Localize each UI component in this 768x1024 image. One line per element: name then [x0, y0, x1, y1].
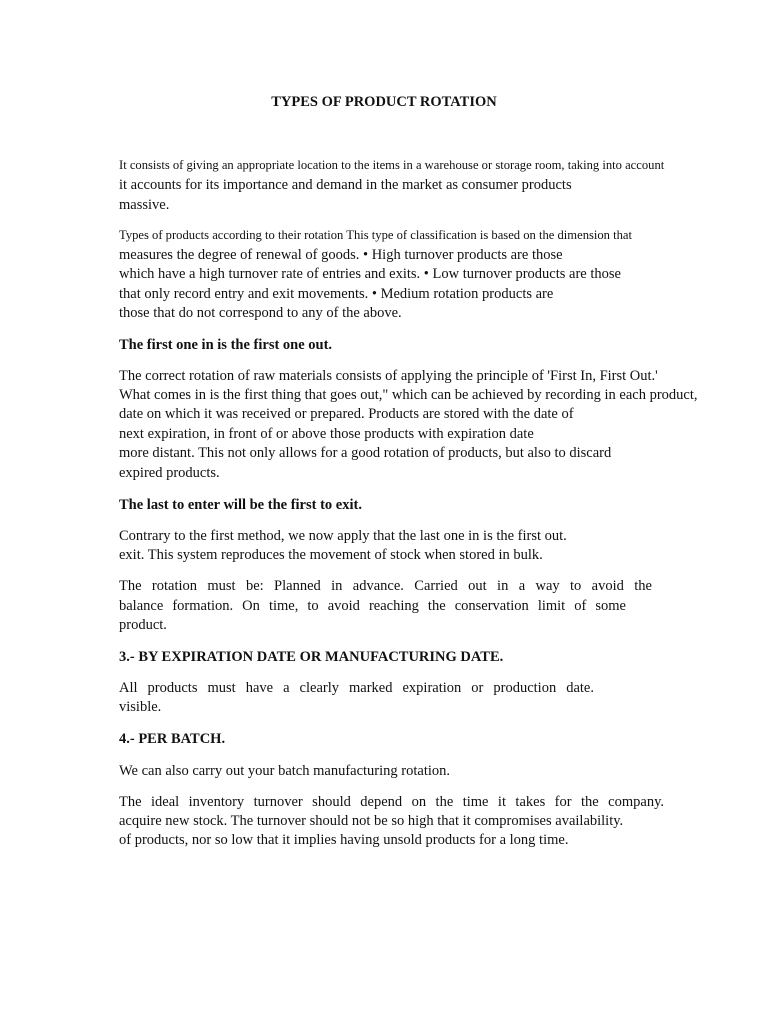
paragraph-3-line-2: What comes in is the first thing that goes out," which can be achieved by recording in each product,: [119, 387, 698, 403]
section-heading-expiration: 3.- BY EXPIRATION DATE OR MANUFACTURING DATE.: [119, 649, 504, 665]
paragraph-4-line-1: Contrary to the first method, we now apply that the last one in is the first out.: [119, 528, 567, 544]
paragraph-1-line-2: it accounts for its importance and demand in the market as consumer products: [119, 177, 572, 193]
paragraph-3-line-4: next expiration, in front of or above those products with expiration date: [119, 426, 534, 442]
paragraph-1-line-3: massive.: [119, 197, 170, 213]
paragraph-6-line-1: All products must have a clearly marked expiration or production date.: [119, 680, 594, 696]
paragraph-8-line-1: The ideal inventory turnover should depend on the time it takes for the company.: [119, 794, 664, 810]
paragraph-7-line-1: We can also carry out your batch manufacturing rotation.: [119, 763, 451, 779]
paragraph-2-line-2: measures the degree of renewal of goods. • High turnover products are those: [119, 247, 563, 263]
section-heading-batch: 4.- PER BATCH.: [119, 731, 226, 747]
page-title: TYPES OF PRODUCT ROTATION: [271, 94, 497, 110]
paragraph-5-line-2: balance formation. On time, to avoid reaching the conservation limit of some: [119, 598, 626, 614]
paragraph-2-line-1: Types of products according to their rotation This type of classification is based on the dimension that: [119, 228, 633, 242]
paragraph-6-line-2: visible.: [119, 699, 162, 715]
paragraph-3-line-1: The correct rotation of raw materials consists of applying the principle of 'First In, First Out.': [119, 368, 658, 384]
paragraph-5-line-1: The rotation must be: Planned in advance. Carried out in a way to avoid the: [119, 578, 652, 594]
section-heading-lifo: The last to enter will be the first to exit.: [119, 497, 362, 513]
paragraph-3-line-5: more distant. This not only allows for a good rotation of products, but also to discard: [119, 445, 612, 461]
section-heading-fifo: The first one in is the first one out.: [119, 337, 333, 353]
paragraph-5-line-3: product.: [119, 617, 167, 633]
paragraph-2-line-5: those that do not correspond to any of the above.: [119, 305, 402, 321]
paragraph-2-line-4: that only record entry and exit movements. • Medium rotation products are: [119, 286, 554, 302]
paragraph-4-line-2: exit. This system reproduces the movement of stock when stored in bulk.: [119, 547, 543, 563]
paragraph-8-line-2: acquire new stock. The turnover should not be so high that it compromises availability.: [119, 813, 624, 829]
paragraph-3-line-6: expired products.: [119, 465, 220, 481]
paragraph-1-line-1: It consists of giving an appropriate location to the items in a warehouse or storage room, taking into account: [119, 158, 665, 172]
paragraph-8-line-3: of products, nor so low that it implies having unsold products for a long time.: [119, 832, 569, 848]
paragraph-3-line-3: date on which it was received or prepared. Products are stored with the date of: [119, 406, 574, 422]
paragraph-2-line-3: which have a high turnover rate of entries and exits. • Low turnover products are those: [119, 266, 621, 282]
